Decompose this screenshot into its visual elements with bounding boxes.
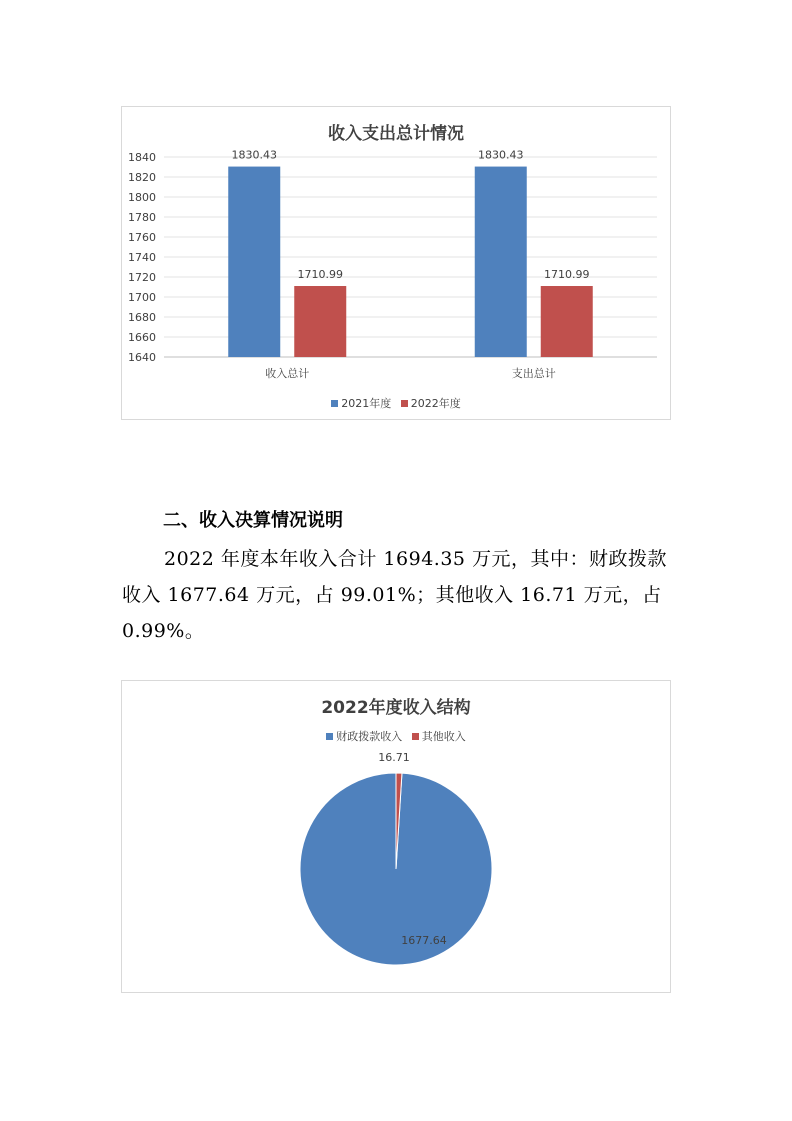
legend-label: 2022年度: [410, 397, 461, 410]
y-tick-label: 1820: [128, 171, 156, 184]
paragraph-line: 收入 1677.64 万元，占 99.01%；其他收入 16.71 万元，占: [122, 584, 662, 606]
bar-chart-legend: [122, 395, 670, 411]
pie-chart-title: 2022年度收入结构: [321, 698, 471, 718]
data-label: 1830.43: [478, 148, 524, 162]
bar-chart-plot: [122, 107, 670, 419]
y-tick-label: 1640: [128, 351, 156, 364]
y-tick-label: 1800: [128, 191, 156, 204]
legend-label: 财政拨款收入: [336, 730, 403, 743]
pie-chart: [121, 680, 671, 993]
legend-item-2022: [401, 397, 461, 410]
pie-chart-plot: [122, 681, 670, 992]
data-label: 1710.99: [544, 268, 590, 282]
legend-item-2021: [331, 397, 391, 410]
y-tick-label: 1780: [128, 211, 156, 224]
data-label: 16.71: [378, 751, 410, 764]
data-label: 1710.99: [297, 268, 343, 282]
paragraph-line: 2022 年度本年收入合计 1694.35 万元，其中：财政拨款: [164, 548, 668, 570]
bar-chart-title: 收入支出总计情况: [328, 124, 464, 144]
bar: [228, 167, 280, 357]
section-paragraph: [122, 541, 682, 649]
legend-swatch: [331, 400, 338, 407]
legend-label: 其他收入: [421, 730, 466, 743]
legend-swatch: [401, 400, 408, 407]
y-tick-label: 1760: [128, 231, 156, 244]
paragraph-line: 0.99%。: [122, 620, 205, 642]
data-label: 1830.43: [231, 148, 277, 162]
legend-label: 2021年度: [341, 397, 392, 410]
y-tick-label: 1660: [128, 331, 156, 344]
bar-chart: [121, 106, 671, 420]
y-tick-label: 1740: [128, 251, 156, 264]
y-tick-label: 1700: [128, 291, 156, 304]
bar: [475, 167, 527, 357]
x-tick-label: 支出总计: [511, 367, 556, 380]
data-label: 1677.64: [401, 934, 447, 947]
x-tick-label: 收入总计: [265, 367, 310, 380]
section-heading: 二、收入决算情况说明: [163, 510, 343, 531]
bar: [294, 286, 346, 357]
y-tick-label: 1840: [128, 151, 156, 164]
bar: [541, 286, 593, 357]
y-tick-label: 1680: [128, 311, 156, 324]
y-tick-label: 1720: [128, 271, 156, 284]
